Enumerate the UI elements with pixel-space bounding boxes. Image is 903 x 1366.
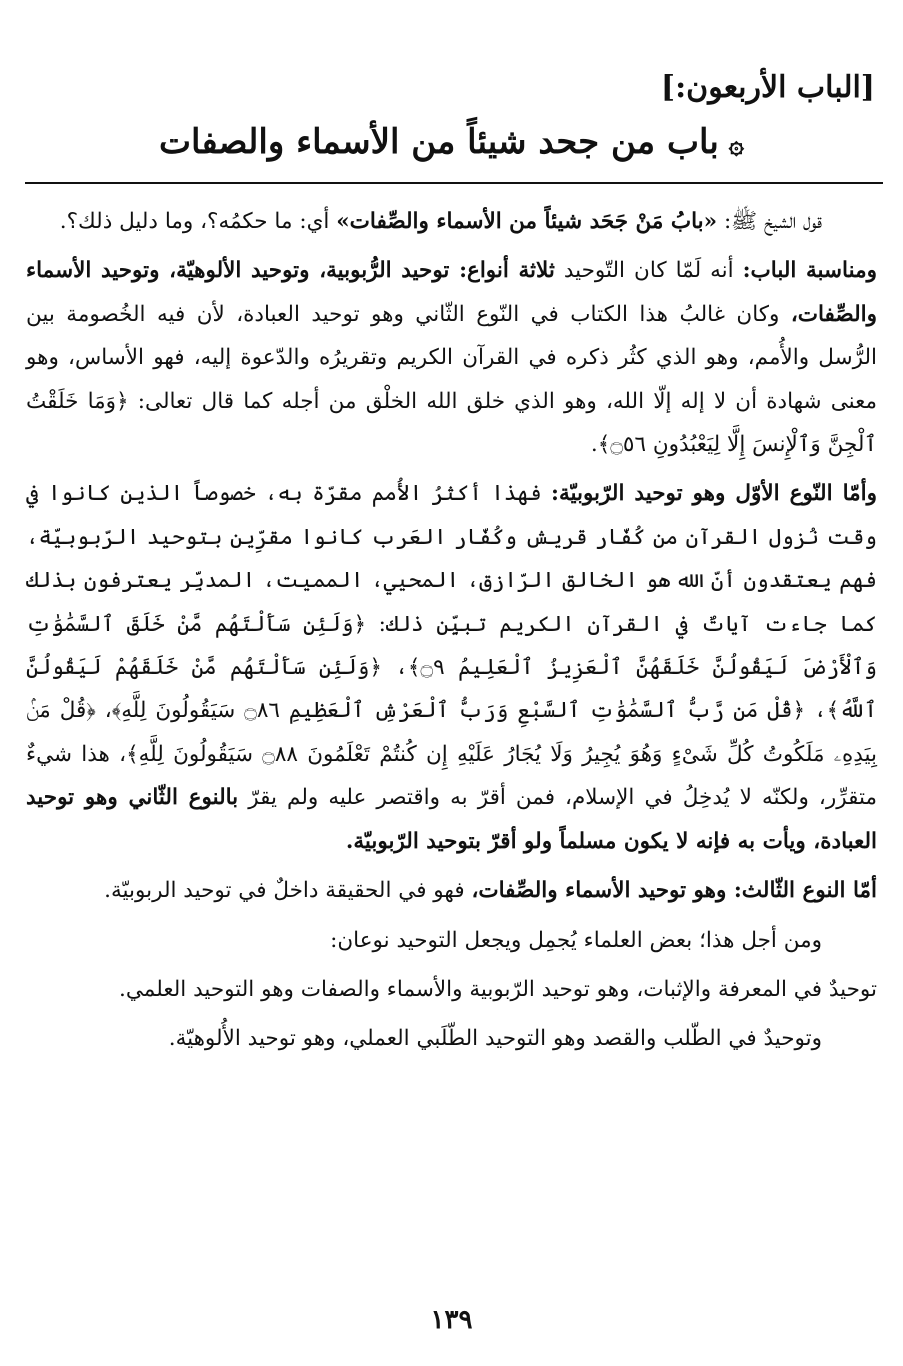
chapter-label: [الباب الأربعون:] <box>660 70 875 105</box>
p2-types: ثلاثة أنواع: توحيد الرُّبوبية، وتوحيد الألوهيّة، وتوحيد الأسماء والصِّفات، <box>26 258 877 327</box>
p3-text-2: ، هذا شيءٌ متقرِّر، ولكنّه لا يُدخِلُ في الإسلام، فمن أقرّ به واقتصر عليه ولم يقرّ <box>26 741 877 811</box>
p2-verse: ﴿وَمَا خَلَقْتُ ٱلْجِنَّ وَٱلْإِنسَ إِلَّا لِيَعْبُدُونِ ۝٥٦﴾ <box>26 388 877 458</box>
p1-rest: أي: ما حكمُه؟، وما دليل ذلك؟. <box>59 209 337 234</box>
chapter-title <box>28 122 875 162</box>
p2-text-1: أنه لَمّا كان التّوحيد <box>554 258 743 284</box>
paragraph-2 <box>26 249 877 466</box>
page-number: ١٣٩ <box>430 1305 473 1335</box>
p2-heading: ومناسبة الباب: <box>742 258 877 284</box>
p4-text: فهو في الحقيقة داخلٌ في توحيد الربوبيّة. <box>104 878 472 904</box>
paragraph-1 <box>26 200 877 243</box>
p1-quote: «بابُ مَنْ جَحَد شيئاً من الأسماء والصِّفات» <box>336 209 718 234</box>
page-body <box>26 200 877 1067</box>
paragraph-7: وتوحيدٌ في الطّلب والقصد وهو التوحيد الطّلَبي العملي، وهو توحيد الأُلوهيّة. <box>168 1026 822 1052</box>
paragraph-4 <box>26 869 877 912</box>
p3-conclusion: بالنوع الثّاني وهو توحيد العبادة، ويأت به فإنه لا يكون مسلماً ولو أقرّ بتوحيد الرّبوبيّة. <box>26 785 877 854</box>
p2-text-2: وكان غالبُ هذا الكتاب في النّوع الثّاني وهو توحيد العبادة، لأن فيه الخُصومة بين الرُّسل والأُمم، وهو الذي كثُر ذكره في القرآن الكريم وتقريرُه والدّعوة إليه، فهو الأساس، وهو معنى شهادة أن لا إله إلّا الله، وهو الذي خلق الله الخلْق من أجله كما قال تعالى: <box>26 301 878 414</box>
p2-end: . <box>590 432 598 458</box>
paragraph-3 <box>26 472 877 863</box>
p1-intro: قول الشيخ ﷺ: <box>717 209 822 234</box>
title-divider <box>25 182 883 184</box>
p3-text-1: فهذا أكثرُ الأُمم مقرّة به، خصوصاً الذين كانوا في وقت نُزول القرآن من كُفّار قريش وكُفّار العَرب كانوا مقرِّين بتوحيد الرّبوبيّة، فهم يعتقدون أنّ الله هو الخالق الرّازق، المحيي، المميت، المدبِّر يعترفون بذلك كما جاءت آياتٌ في القرآن الكريم تبيِّن ذلك: <box>26 481 877 637</box>
p4-heading: أمّا النوع الثّالث: وهو توحيد الأسماء والصِّفات، <box>471 878 877 904</box>
p3-heading: وأمّا النّوع الأوّل وهو توحيد الرّبوبيّة: <box>551 481 877 507</box>
paragraph-6: توحيدٌ في المعرفة والإثبات، وهو توحيد الرّبوبية والأسماء والصفات وهو التوحيد العلمي. <box>119 976 877 1002</box>
paragraph-5: ومن أجل هذا؛ بعض العلماء يُجمِل ويجعل التوحيد نوعان: <box>330 927 822 953</box>
ornament-icon: ۞ <box>728 130 745 160</box>
chapter-title-text: باب من جحد شيئاً من الأسماء والصفات <box>158 122 719 162</box>
p3-verses: ﴿وَلَئِن سَأَلْتَهُم مَّنْ خَلَقَ ٱلسَّمَٰوَٰتِ وَٱلْأَرْضَ لَيَقُولُنَّ خَلَقَهُنَّ ٱلْعَزِيزُ ٱلْعَلِيمُ ۝٩﴾، ﴿وَلَئِن سَأَلْتَهُم مَّنْ خَلَقَهُمْ لَيَقُولُنَّ ٱللَّهُ﴾، ﴿قُلْ مَن رَّبُّ ٱلسَّمَٰوَٰتِ ٱلسَّبْعِ وَرَبُّ ٱلْعَرْشِ ٱلْعَظِيمِ ۝٨٦ سَيَقُولُونَ لِلَّهِ﴾، ﴿قُلْ مَنۢ بِيَدِهِۦ مَلَكُوتُ كُلِّ شَىْءٍ وَهُوَ يُجِيرُ وَلَا يُجَارُ عَلَيْهِ إِن كُنتُمْ تَعْلَمُونَ ۝٨٨ سَيَقُولُونَ لِلَّهِ﴾ <box>26 611 878 767</box>
